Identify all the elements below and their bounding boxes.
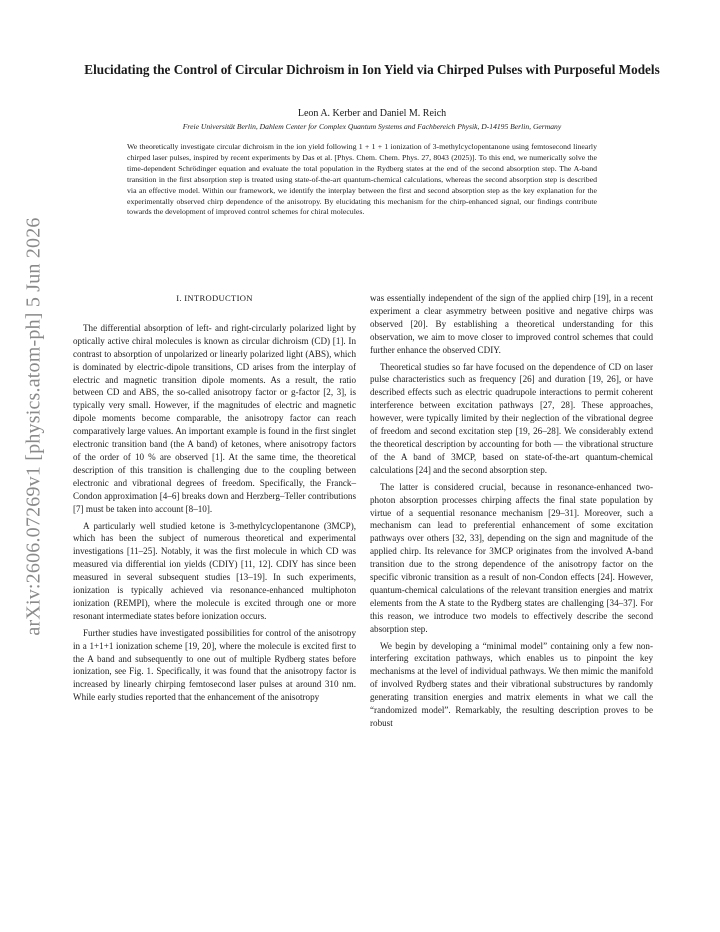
paper-title: Elucidating the Control of Circular Dichroism in Ion Yield via Chirped Pulses with Purposeful Models	[84, 62, 660, 77]
paper-abstract: We theoretically investigate circular dichroism in the ion yield following 1 + 1 + 1 ionization of 3-methylcyclopentanone using femtosecond linearly chirped laser pulses, inspired by recent experiments by Das et al. [Phys. Chem. Chem. Phys. 27, 8043 (2025)]. To this end, we numerically solve the time-dependent Schrödinger equation and evaluate the total population in the Rydberg states at the end of the second absorption step. The A-band transition in the first absorption step is treated using state-of-the-art quantum-chemical calculations, whereas the second absorption step is described via an effective model. Within our framework, we identify the interplay between the first and second absorption step as the key explanation for the experimentally observed chirp dependence of the anisotropy. By elucidating this mechanism for the chirp-enhanced signal, our findings contribute towards the development of improved control schemes for chiral molecules.	[127, 142, 597, 217]
right-column	[370, 292, 653, 734]
left-column	[73, 292, 356, 708]
paper-affiliation: Freie Universität Berlin, Dahlem Center for Complex Quantum Systems and Fachbereich Physik, D-14195 Berlin, Germany	[182, 122, 562, 131]
paragraph: We begin by developing a “minimal model” containing only a few non-interfering excitation pathways, which enables us to pinpoint the key mechanisms at the level of individual pathways. We then mimic the manifold of involved Rydberg states and their vibrational substructures by randomly generating transition energies and matrix elements in what we call the “randomized model”. Remarkably, the resulting description proves to be robust	[370, 640, 653, 728]
section-heading: I. INTRODUCTION	[176, 293, 253, 303]
paragraph: was essentially independent of the sign of the applied chirp [19], in a recent experiment a clear asymmetry between positive and negative chirps was observed [20]. By establishing a theoretical understanding for this observation, we aim to move closer to improved control schemes that could further enhance the observed CDIY.	[370, 293, 653, 355]
paragraph: The latter is considered crucial, because in resonance-enhanced two-photon absorption processes chirping affects the final state population by virtue of a sequential resonance mechanism [29–31]. Moreover, such a mechanism can lead to preferential enhancement of some excitation pathways over others [32, 33], depending on the sign and magnitude of the applied chirp. Its relevance for 3MCP originates from the involved A-band transition due to the strong dependence of the anisotropy factor on the specific vibronic transition as a result of non-Condon effects [24]. However, quantum-chemical calculations of the relevant transition energies and matrix elements from the A state to the Rydberg states are challenging [34–37]. For this reason, we introduce two models to effectively describe the second absorption step.	[370, 481, 653, 634]
arxiv-identifier-text: arXiv:2606.07269v1 [physics.atom-ph] 5 Jun 2026	[22, 216, 45, 636]
paper-authors: Leon A. Kerber and Daniel M. Reich	[297, 108, 447, 119]
arxiv-identifier	[22, 216, 46, 636]
paragraph: The differential absorption of left- and right-circularly polarized light by optically active chiral molecules is known as circular dichroism (CD) [1]. In contrast to absorption of unpolarized or linearly polarized light (ABS), which is dominated by electric-dipole transitions, CD arises from the interplay of electric and magnetic transition dipole moments. As a result, the ratio between CD and ABS, the so-called anisotropy factor or g-factor [2, 3], is typically very small. However, if the magnitudes of electric and magnetic dipole moments become comparable, the anisotropy factor can reach comparatively large values. An important example is found in the first singlet electronic transition band (the A band) of ketones, where anisotropy factors of the order of 10 % are observed [1]. At the same time, the theoretical description of this transition is challenging due to the coupling between electronic and vibrational degrees of freedom. Specifically, the Franck–Condon approximation [4–6] breaks down and Herzberg–Teller contributions [7] must be taken into account [8–10].	[73, 322, 356, 514]
paragraph: Further studies have investigated possibilities for control of the anisotropy in a 1+1+1 ionization scheme [19, 20], where the molecule is excited first to the A band and subsequently to one out of multiple Rydberg states before ionization, see Fig. 1. Specifically, it was found that the anisotropy factor is increased by linearly chirping femtosecond laser pulses at around 310 nm. While early studies reported that the enhancement of the anisotropy	[73, 627, 356, 703]
paragraph: A particularly well studied ketone is 3-methylcyclopentanone (3MCP), which has been the subject of numerous theoretical and experimental investigations [11–25]. Notably, it was the first molecule in which CD was measured via differential ion yields (CDIY) [11, 12]. CDIY has since been measured in several subsequent studies [13–19]. In such experiments, ionization is typically achieved via resonance-enhanced multiphoton ionization (REMPI), where the molecule is excited through one or more resonant intermediate states before ionization occurs.	[73, 520, 356, 621]
paragraph: Theoretical studies so far have focused on the dependence of CD on laser pulse characteristics such as frequency [26] and duration [19, 26], or have described effects such as electric quadrupole interactions to permit coherent interference between excitation pathways [27, 28]. These approaches, however, were typically limited by their neglection of the vibrational degree of freedom and second excitation step [19, 26–28]. We considerably extend the theoretical description by accounting for both — the vibrational structure of the A band of 3MCP, based on state-of-the-art quantum-chemical calculations [24] and the second absorption step.	[370, 361, 653, 475]
